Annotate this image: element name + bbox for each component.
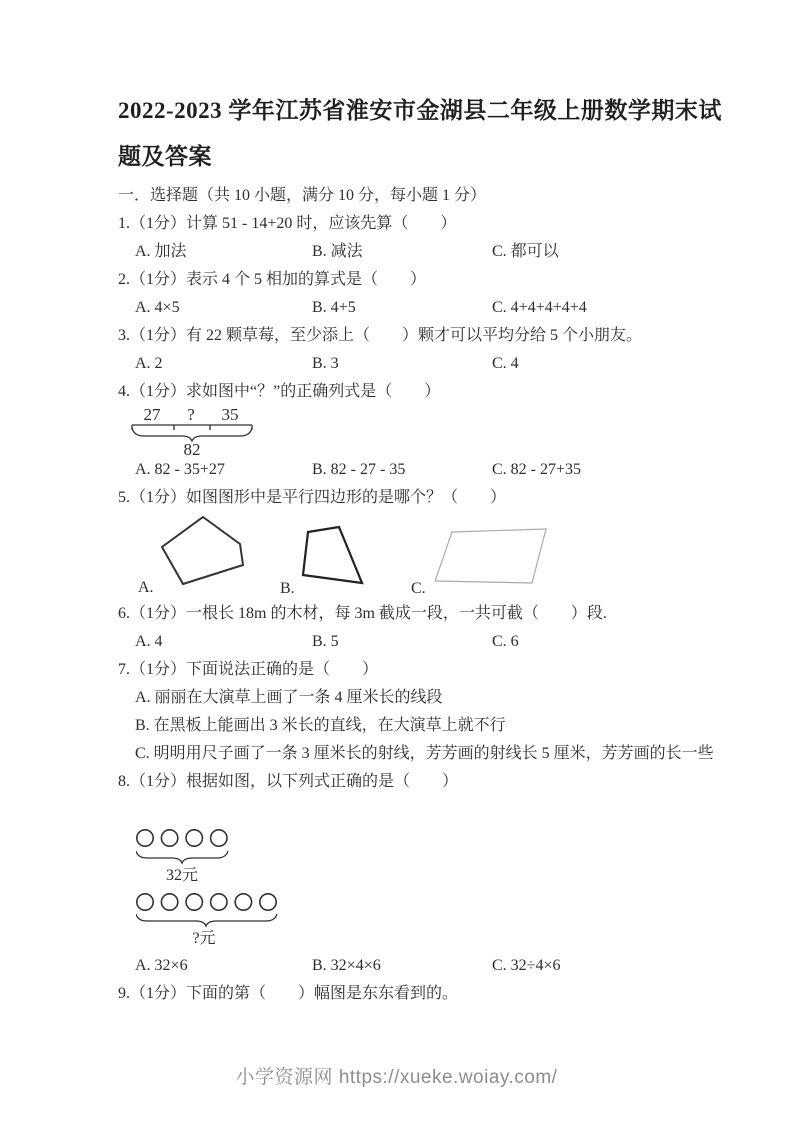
option-b: B. 5 [312,633,339,650]
question-7-option-a: A. 丽丽在大演草上画了一条 4 厘米长的线段 [135,689,443,706]
question-8-text: 8.（1分）根据如图，以下列式正确的是（ ） [118,773,459,790]
shape-label-c: C. [411,580,426,597]
segment-value-3: 35 [221,406,239,424]
circle-item [137,830,153,846]
option-c: C. 4 [492,355,519,372]
page-title [118,88,730,180]
total-value: 82 [183,440,201,456]
option-c: C. 6 [492,633,519,650]
circle-item [161,830,177,846]
option-c: C. 4+4+4+4+4 [492,299,587,316]
segment-value-2: ? [187,406,195,424]
segment-line [132,425,252,430]
title-line-1: 2022-2023 学年江苏省淮安市金湖县二年级上册数学期末试 [118,98,722,123]
question-2-options [118,294,730,322]
segment-value-1: 27 [143,406,161,424]
option-b: B. 3 [312,355,339,372]
question-1-options [118,238,730,266]
bar-model-svg [130,406,260,456]
underbrace-group1 [136,851,228,863]
option-a: A. 2 [135,355,163,372]
option-a: A. 加法 [135,243,187,260]
shapes-svg [130,512,570,600]
circle-item [211,830,227,846]
option-b: B. 减法 [312,243,363,260]
exam-page-content [118,88,730,1008]
question-2-text: 2.（1分）表示 4 个 5 相加的算式是（ ） [118,271,427,288]
question-3-text: 3.（1分）有 22 颗草莓，至少添上（ ）颗才可以平均分给 5 个小朋友。 [118,327,643,344]
question-9-text: 9.（1分）下面的第（ ）幅图是东东看到的。 [118,985,459,1002]
pentagon-shape [162,517,243,584]
question-4-text: 4.（1分）求如图中“？”的正确列式是（ ） [118,383,441,400]
option-a: A. 4 [135,633,163,650]
circle-item [235,894,251,910]
question-6-options [118,628,730,656]
parallelogram-shape [435,529,546,583]
group2-price-label: ?元 [192,930,216,947]
option-c: C. 32÷4×6 [492,957,561,974]
section-header: 一．选择题（共 10 小题，满分 10 分，每小题 1 分） [118,187,487,204]
option-b: B. 82 - 27 - 35 [312,461,406,478]
circle-item [161,894,177,910]
question-3-options [118,350,730,378]
circle-item [137,894,153,910]
circle-item [186,894,202,910]
question-8-circles-diagram [136,824,730,952]
question-5-shapes-diagram [130,512,730,600]
question-1-text: 1.（1分）计算 51 - 14+20 时，应该先算（ ） [118,215,457,232]
option-b: B. 32×4×6 [312,957,381,974]
option-a: A. 82 - 35+27 [135,461,225,478]
circle-item [211,894,227,910]
quadrilateral-shape [303,527,362,583]
question-7-option-b: B. 在黑板上能画出 3 米长的直线，在大演草上就不行 [135,717,506,734]
question-7-text: 7.（1分）下面说法正确的是（ ） [118,661,379,678]
underbrace-group2 [136,914,277,926]
shape-label-a: A. [138,579,154,596]
circle-item [186,830,202,846]
circle-item [260,894,276,910]
option-c: C. 82 - 27+35 [492,461,582,478]
question-4-bar-model-diagram [130,406,730,456]
question-8-options [118,952,730,980]
site-footer: 小学资源网 https://xueke.woiay.com/ [235,1067,558,1088]
option-c: C. 都可以 [492,243,559,260]
question-4-options [118,456,730,484]
question-5-text: 5.（1分）如图图形中是平行四边形的是哪个？（ ） [118,489,507,506]
title-line-2: 题及答案 [118,144,212,169]
circles-svg [136,824,436,952]
shape-label-b: B. [280,580,295,597]
option-b: B. 4+5 [312,299,356,316]
option-a: A. 32×6 [135,957,188,974]
group1-price-label: 32元 [165,867,199,884]
question-6-text: 6.（1分）一根长 18m 的木材，每 3m 截成一段，一共可截（ ）段. [118,605,607,622]
question-7-option-c: C. 明明用尺子画了一条 3 厘米长的射线，芳芳画的射线长 5 厘米，芳芳画的长一些 [135,745,714,762]
option-a: A. 4×5 [135,299,180,316]
